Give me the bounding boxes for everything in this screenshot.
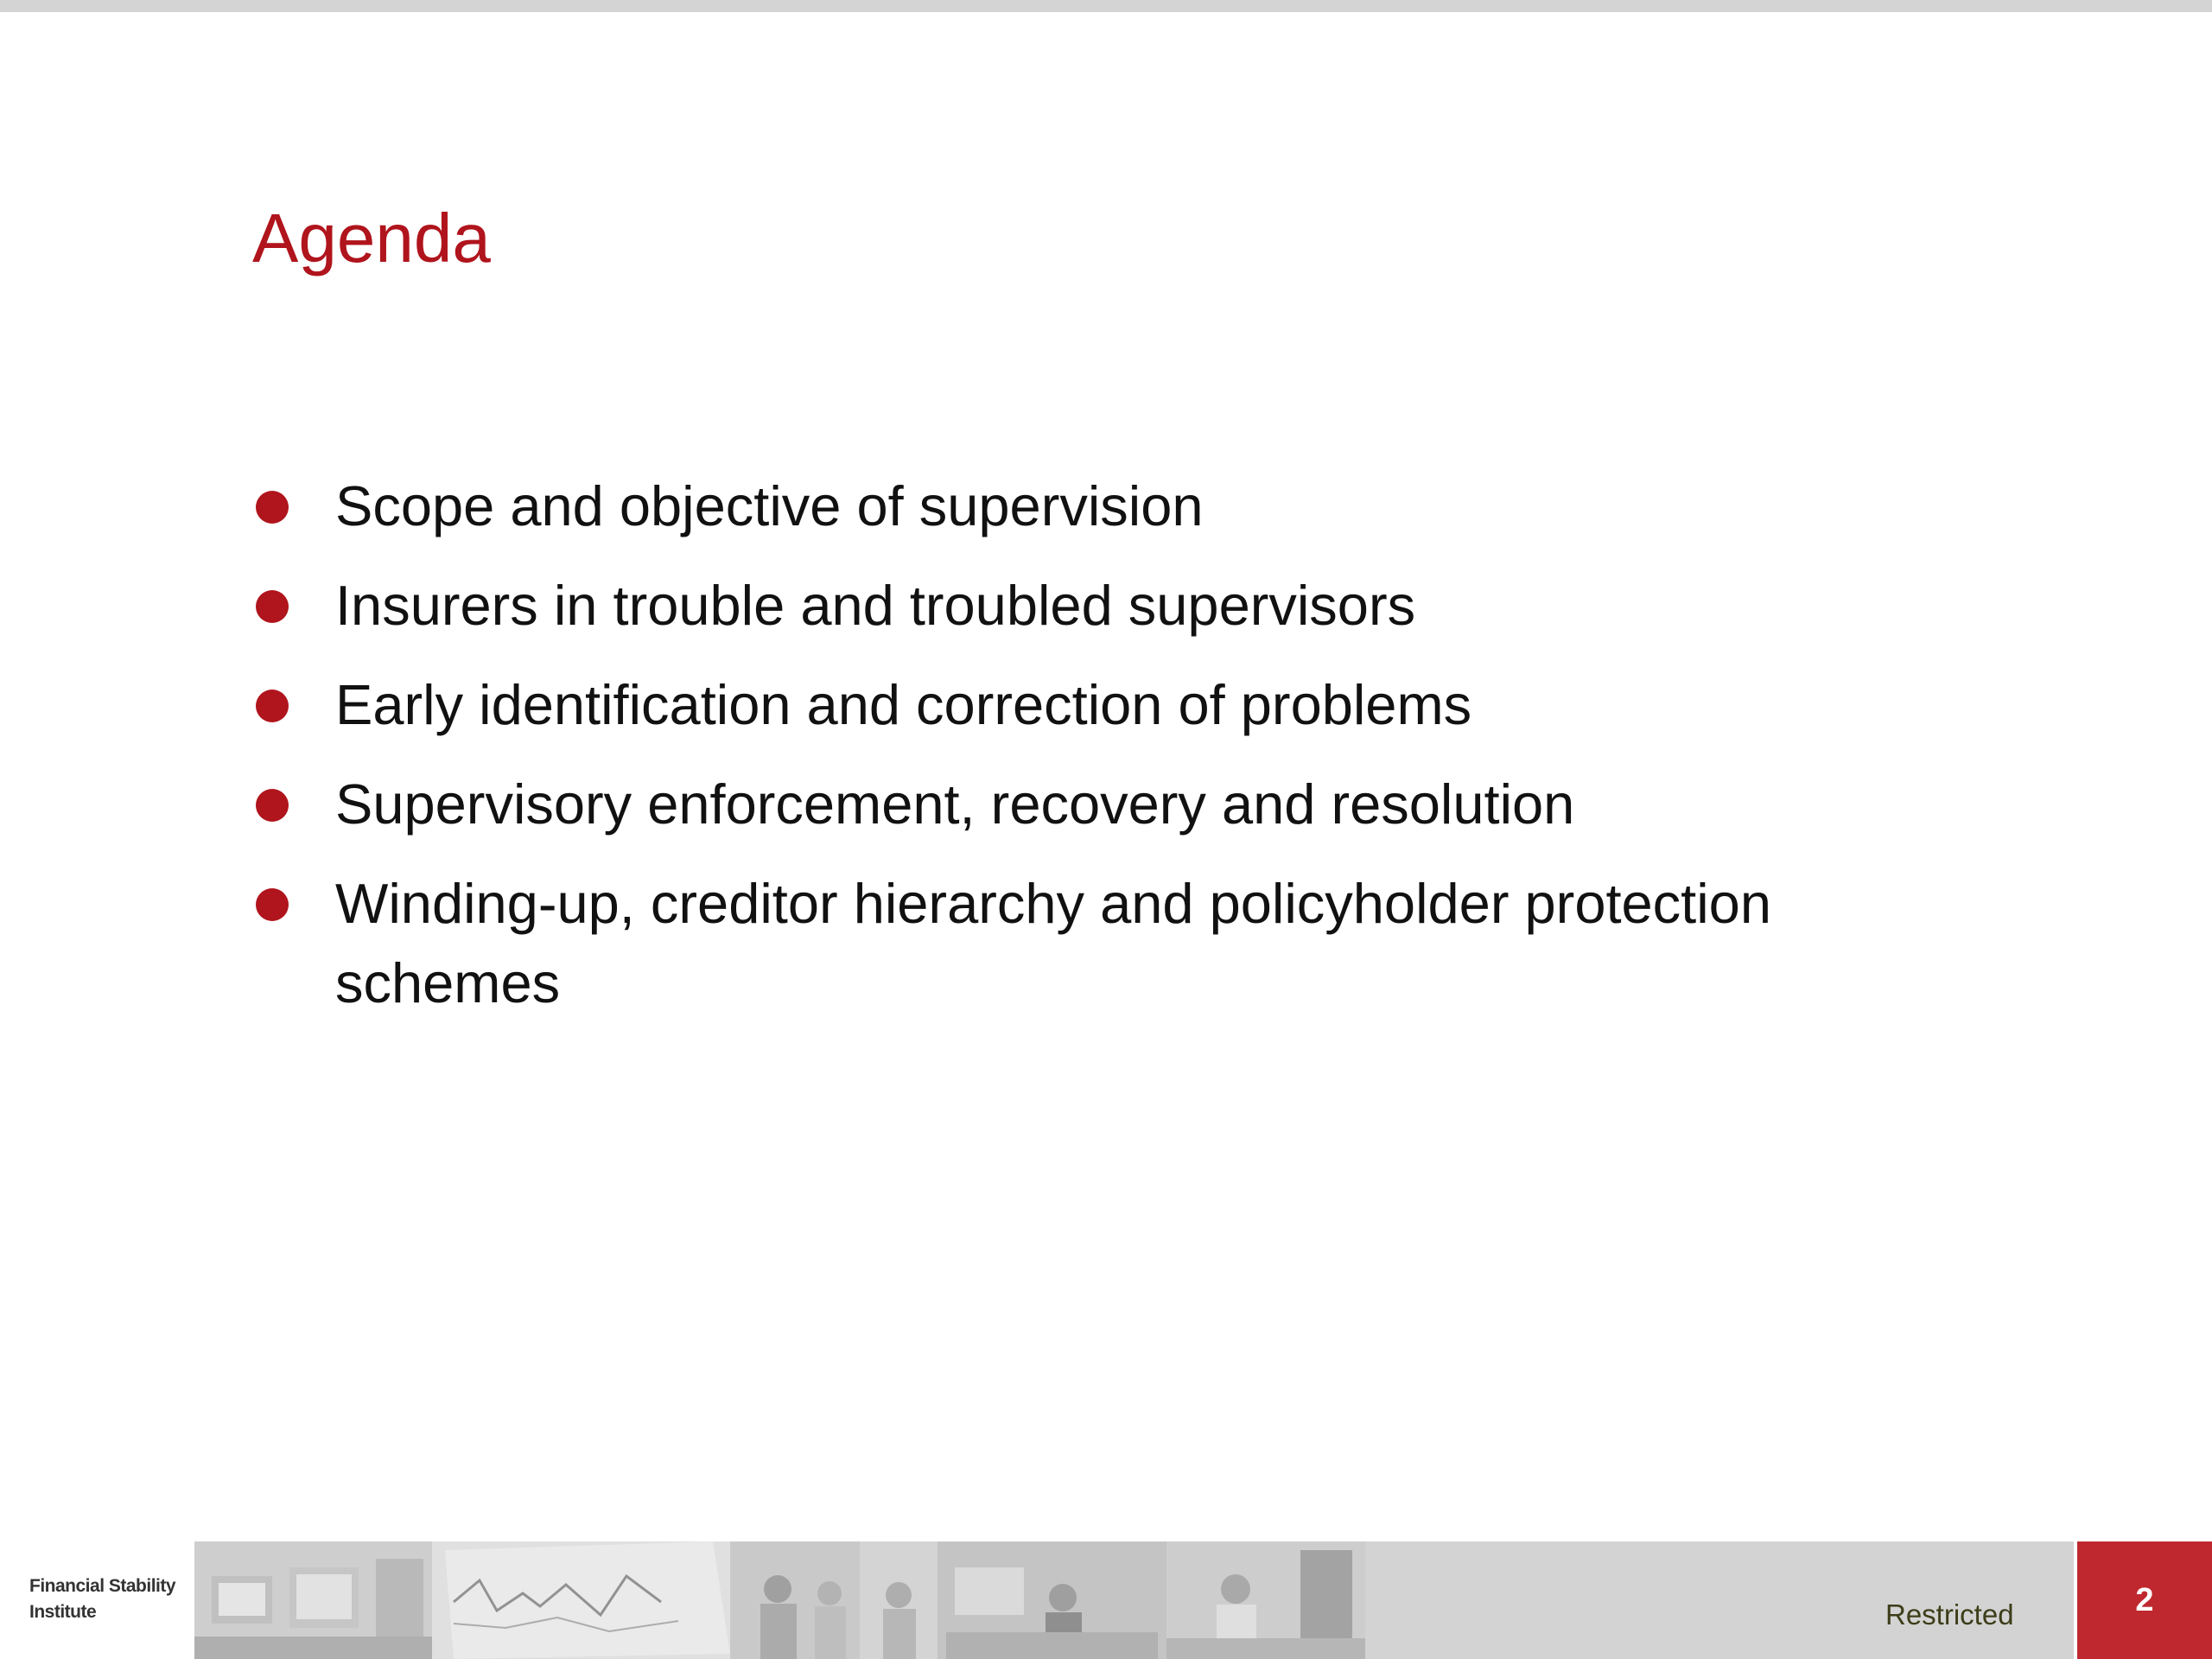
slide-title: Agenda	[252, 200, 491, 276]
agenda-list	[252, 467, 1980, 1043]
bullet-dot-icon	[256, 690, 289, 722]
top-border	[0, 0, 2212, 12]
agenda-item-text: Supervisory enforcement, recovery and resolution	[335, 772, 1575, 836]
agenda-item-text: Scope and objective of supervision	[335, 474, 1204, 537]
agenda-item-text: Insurers in trouble and troubled supervisors	[335, 574, 1416, 637]
slide-footer	[0, 1541, 2212, 1659]
logo-text-line1: Financial Stability	[29, 1576, 176, 1596]
page-number: 2	[2077, 1541, 2212, 1659]
institute-logo	[0, 1541, 194, 1659]
agenda-item	[252, 467, 1980, 546]
bullet-dot-icon	[256, 491, 289, 524]
footer-photo-collage	[194, 1541, 1365, 1659]
agenda-item-text: Early identification and correction of problems	[335, 673, 1472, 736]
agenda-item	[252, 665, 1980, 745]
agenda-item	[252, 566, 1980, 645]
agenda-item	[252, 765, 1980, 844]
classification-label: Restricted	[1885, 1599, 2014, 1630]
agenda-item-text: Winding-up, creditor hierarchy and policyholder protection schemes	[335, 872, 1771, 1014]
logo-text-line2: Institute	[29, 1602, 97, 1622]
bullet-dot-icon	[256, 888, 289, 921]
agenda-item	[252, 864, 1980, 1023]
bullet-dot-icon	[256, 789, 289, 822]
bullet-dot-icon	[256, 590, 289, 623]
